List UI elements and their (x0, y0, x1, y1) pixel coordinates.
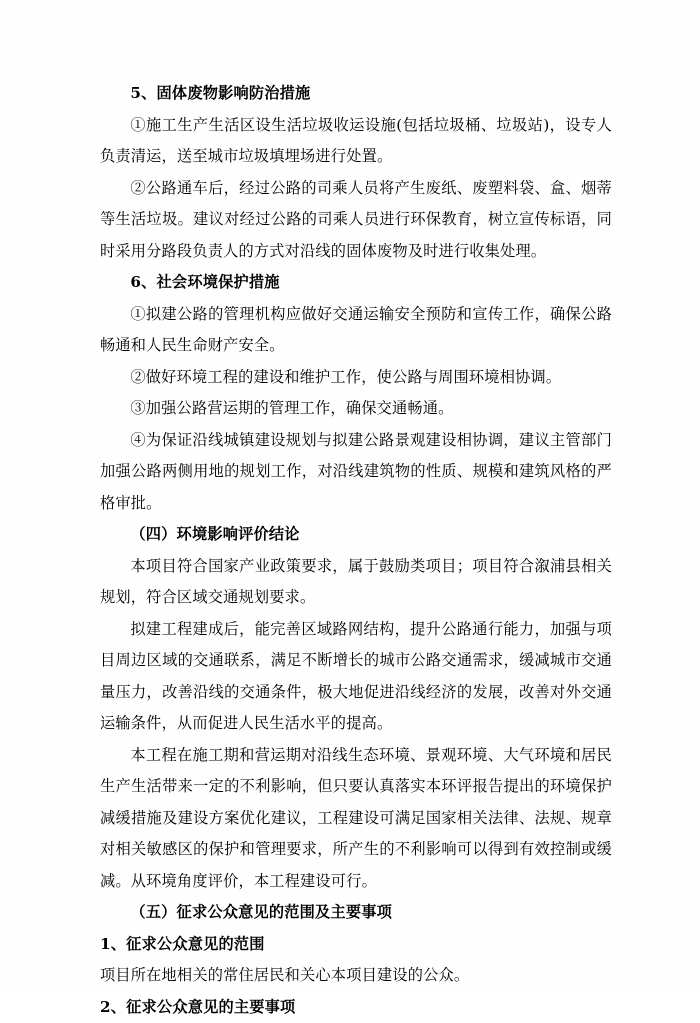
subheading-opinion-items: 2、征求公众意见的主要事项 (100, 992, 612, 1023)
paragraph-social-1: ①拟建公路的管理机构应做好交通运输安全预防和宣传工作，确保公路畅通和人民生命财产安全。 (100, 299, 612, 362)
subheading-opinion-scope: 1、征求公众意见的范围 (100, 929, 612, 961)
paragraph-solid-waste-2: ②公路通车后，经过公路的司乘人员将产生废纸、废塑料袋、盒、烟蒂等生活垃圾。建议对经过公路的司乘人员进行环保教育，树立宣传标语，同时采用分路段负责人的方式对沿线的固体废物及时进行收集处理。 (100, 173, 612, 268)
paragraph-social-3: ③加强公路营运期的管理工作，确保交通畅通。 (100, 393, 612, 425)
section-heading-assessment-conclusion: （四）环境影响评价结论 (100, 519, 612, 551)
paragraph-social-4: ④为保证沿线城镇建设规划与拟建公路景观建设相协调，建议主管部门加强公路两侧用地的规划工作，对沿线建筑物的性质、规模和建筑风格的严格审批。 (100, 425, 612, 520)
document-body (100, 78, 612, 1023)
paragraph-conclusion-3: 本工程在施工期和营运期对沿线生态环境、景观环境、大气环境和居民生产生活带来一定的不利影响，但只要认真落实本环评报告提出的环境保护减缓措施及建设方案优化建议，工程建设可满足国家相关法律、法规、规章对相关敏感区的保护和管理要求，所产生的不利影响可以得到有效控制或缓减。从环境角度评价，本工程建设可行。 (100, 740, 612, 898)
paragraph-conclusion-1: 本项目符合国家产业政策要求，属于鼓励类项目；项目符合溆浦县相关规划，符合区域交通规划要求。 (100, 551, 612, 614)
section-heading-public-opinion: （五）征求公众意见的范围及主要事项 (100, 897, 612, 929)
paragraph-social-2: ②做好环境工程的建设和维护工作，使公路与周围环境相协调。 (100, 362, 612, 394)
paragraph-opinion-scope: 项目所在地相关的常住居民和关心本项目建设的公众。 (100, 960, 612, 992)
section-heading-solid-waste: 5、固体废物影响防治措施 (100, 78, 612, 110)
section-heading-social-environment: 6、社会环境保护措施 (100, 267, 612, 299)
paragraph-conclusion-2: 拟建工程建成后，能完善区域路网结构，提升公路通行能力，加强与项目周边区域的交通联系，满足不断增长的城市公路交通需求，缓减城市交通量压力，改善沿线的交通条件，极大地促进沿线经济的发展，改善对外交通运输条件，从而促进人民生活水平的提高。 (100, 614, 612, 740)
paragraph-solid-waste-1: ①施工生产生活区设生活垃圾收运设施(包括垃圾桶、垃圾站)，设专人负责清运，送至城市垃圾填埋场进行处置。 (100, 110, 612, 173)
